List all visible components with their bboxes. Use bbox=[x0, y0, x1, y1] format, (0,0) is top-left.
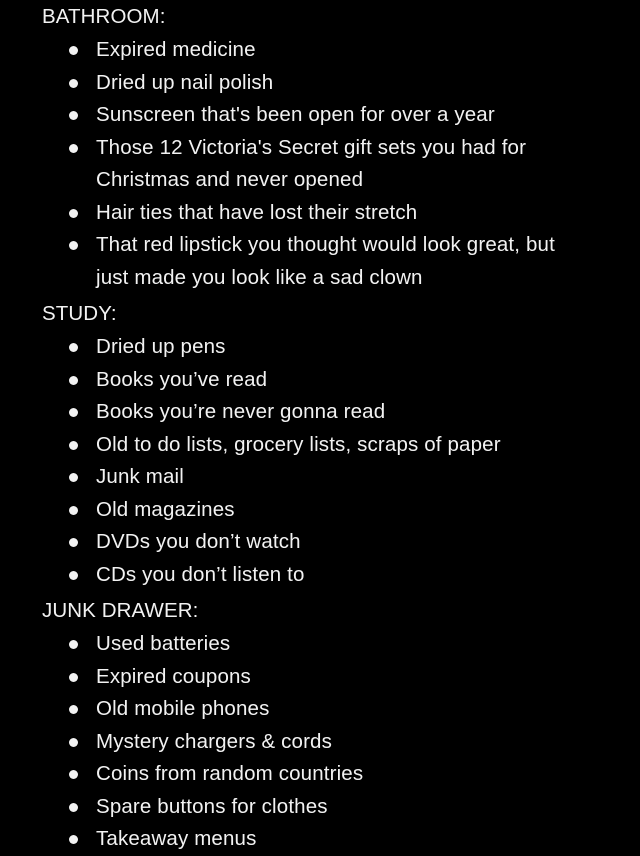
list-item bbox=[42, 823, 600, 856]
list-item bbox=[42, 99, 600, 132]
list-item-text: Hair ties that have lost their stretch bbox=[96, 200, 418, 224]
bullet-icon bbox=[69, 408, 78, 417]
section-heading: STUDY: bbox=[42, 302, 117, 325]
list-item bbox=[42, 429, 600, 462]
list-item bbox=[42, 693, 600, 726]
junk-drawer-list bbox=[42, 628, 600, 856]
list-item-text: Spare buttons for clothes bbox=[96, 794, 328, 818]
list-item bbox=[42, 197, 600, 230]
bullet-icon bbox=[69, 835, 78, 844]
list-item bbox=[42, 791, 600, 824]
list-item bbox=[42, 726, 600, 759]
bullet-icon bbox=[69, 343, 78, 352]
section-heading: BATHROOM: bbox=[42, 5, 166, 28]
list-item bbox=[42, 34, 600, 67]
bullet-icon bbox=[69, 473, 78, 482]
study-list bbox=[42, 331, 600, 591]
list-item-text: Coins from random countries bbox=[96, 762, 364, 785]
bullet-icon bbox=[69, 79, 78, 88]
bullet-icon bbox=[69, 111, 78, 120]
list-item-text: Books you’ve read bbox=[96, 367, 268, 391]
section-heading: JUNK DRAWER: bbox=[42, 599, 199, 622]
bullet-icon bbox=[69, 506, 78, 515]
list-item bbox=[42, 526, 600, 559]
section-bathroom bbox=[42, 3, 600, 294]
list-item-text: CDs you don’t listen to bbox=[96, 562, 305, 586]
list-item-text: Books you’re never gonna read bbox=[96, 400, 386, 423]
list-item bbox=[42, 67, 600, 100]
section-study bbox=[42, 300, 600, 591]
bullet-icon bbox=[69, 144, 78, 153]
bathroom-list bbox=[42, 34, 600, 294]
list-item-text: Expired coupons bbox=[96, 664, 251, 688]
list-item bbox=[42, 229, 600, 294]
bullet-icon bbox=[69, 441, 78, 450]
bullet-icon bbox=[69, 209, 78, 218]
list-item-text: Old mobile phones bbox=[96, 697, 270, 720]
list-item-text: Used batteries bbox=[96, 632, 231, 655]
bullet-icon bbox=[69, 640, 78, 649]
list-item-text: Old magazines bbox=[96, 497, 235, 521]
list-item bbox=[42, 331, 600, 364]
bullet-icon bbox=[69, 571, 78, 580]
list-item bbox=[42, 661, 600, 694]
list-item-text: Those 12 Victoria's Secret gift sets you had for Christmas and never opened bbox=[96, 135, 527, 191]
list-item-text: Expired medicine bbox=[96, 38, 256, 61]
bullet-icon bbox=[69, 241, 78, 250]
list-item-text: Junk mail bbox=[96, 465, 184, 488]
bullet-icon bbox=[69, 376, 78, 385]
list-item bbox=[42, 494, 600, 527]
list-item bbox=[42, 461, 600, 494]
list-item-text: DVDs you don’t watch bbox=[96, 530, 301, 553]
list-item bbox=[42, 559, 600, 592]
list-item-text: That red lipstick you thought would look great, but just made you look like a sad clown bbox=[96, 233, 555, 289]
bullet-icon bbox=[69, 538, 78, 547]
bullet-icon bbox=[69, 738, 78, 747]
bullet-icon bbox=[69, 46, 78, 55]
list-item-text: Sunscreen that's been open for over a year bbox=[96, 103, 495, 126]
bullet-icon bbox=[69, 803, 78, 812]
bullet-icon bbox=[69, 770, 78, 779]
list-item bbox=[42, 758, 600, 791]
bullet-icon bbox=[69, 673, 78, 682]
list-item bbox=[42, 628, 600, 661]
list-item-text: Old to do lists, grocery lists, scraps of paper bbox=[96, 432, 501, 456]
list-item bbox=[42, 396, 600, 429]
list-item-text: Takeaway menus bbox=[96, 827, 257, 850]
list-item bbox=[42, 364, 600, 397]
list-item bbox=[42, 132, 600, 197]
section-junk-drawer bbox=[42, 597, 600, 856]
list-item-text: Dried up nail polish bbox=[96, 70, 274, 94]
bullet-icon bbox=[69, 705, 78, 714]
list-item-text: Dried up pens bbox=[96, 335, 226, 358]
list-item-text: Mystery chargers & cords bbox=[96, 729, 332, 753]
